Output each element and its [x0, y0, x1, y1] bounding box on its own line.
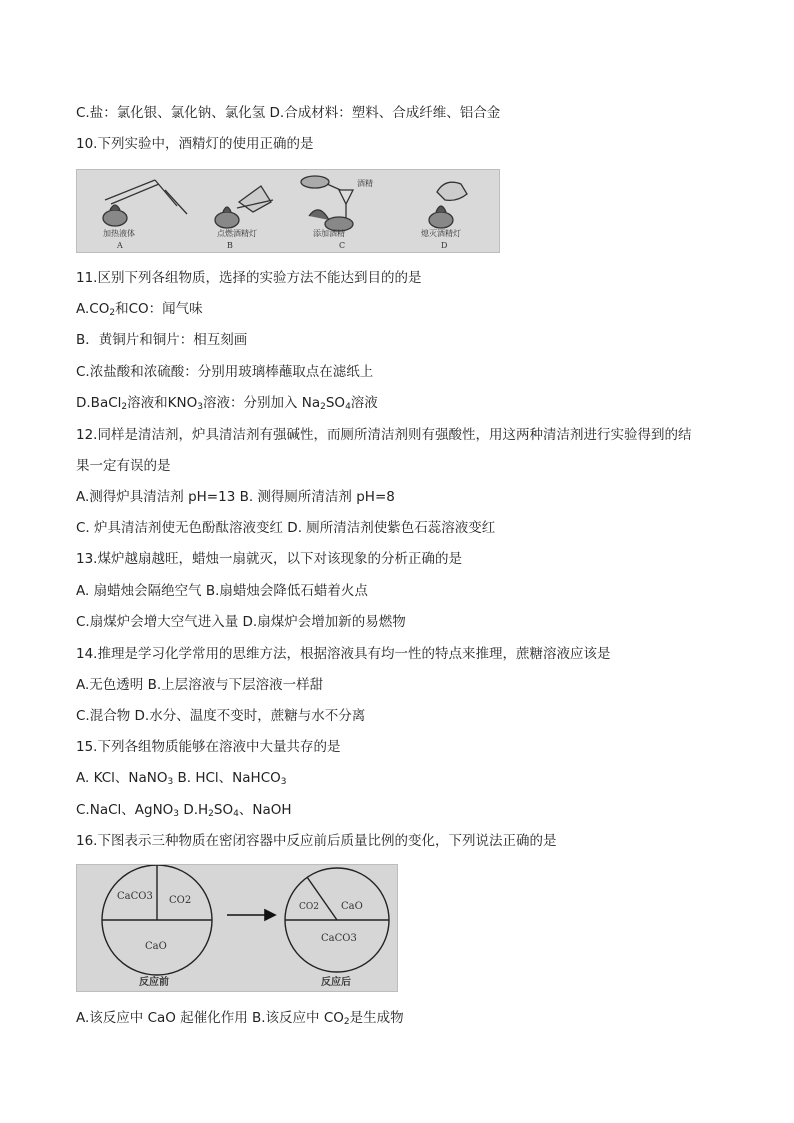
- line-c-d-options: C.盐：氯化银、氯化钠、氯化氢 D.合成材料：塑料、合成纤维、铝合金: [76, 105, 501, 121]
- letter-c: C: [339, 241, 346, 250]
- option-14ab: A.无色透明 B.上层溶液与下层溶液一样甜: [76, 677, 324, 693]
- caption-a: 加热液体: [103, 229, 135, 238]
- question-10: 10.下列实验中，酒精灯的使用正确的是: [76, 136, 314, 152]
- option-11b: B．黄铜片和铜片：相互刻画: [76, 332, 248, 348]
- question-11: 11.区别下列各组物质，选择的实验方法不能达到目的的是: [76, 270, 422, 286]
- before-label-caco3: CaCO3: [117, 891, 153, 902]
- option-13ab: A. 扇蜡烛会隔绝空气 B.扇蜡烛会降低石蜡着火点: [76, 583, 368, 599]
- option-13cd: C.扇煤炉会增大空气进入量 D.扇煤炉会增加新的易燃物: [76, 614, 406, 630]
- letter-a: A: [117, 241, 123, 250]
- reaction-arrow: [227, 910, 275, 920]
- option-11d: D.BaCl$_2$溶液和$KNO_3$溶液：分别加入 $Na_2SO_4$溶液: [76, 395, 378, 412]
- figure-b-lighting-lamp: [215, 186, 273, 228]
- figure-c-adding-alcohol: [301, 176, 373, 231]
- question-14: 14.推理是学习化学常用的思维方法，根据溶液具有均一性的特点来推理，蔗糖溶液应该是: [76, 646, 611, 662]
- option-11c: C.浓盐酸和浓硫酸：分别用玻璃棒蘸取点在滤纸上: [76, 364, 374, 380]
- pie-before: [102, 865, 212, 975]
- caption-c: 添加酒精: [313, 229, 345, 238]
- figure-d-extinguishing: [429, 182, 467, 228]
- letter-b: B: [227, 241, 233, 250]
- figure-q10-alcohol-lamp: [76, 169, 500, 253]
- before-label-co2: CO2: [169, 895, 192, 906]
- figure-q16-pie-diagram: [76, 864, 398, 992]
- option-12ab: A.测得炉具清洁剂 pH=13 B. 测得厕所清洁剂 pH=8: [76, 489, 395, 505]
- option-14cd: C.混合物 D.水分、温度不变时，蔗糖与水不分离: [76, 708, 366, 724]
- question-12-cont: 果一定有误的是: [76, 458, 171, 474]
- question-13: 13.煤炉越扇越旺，蜡烛一扇就灭，以下对该现象的分析正确的是: [76, 551, 462, 567]
- before-label-cao: CaO: [145, 941, 167, 952]
- caption-d: 熄灭酒精灯: [421, 229, 461, 238]
- option-15ab: A. KCl、NaNO$_3$ B. HCl、NaHCO$_3$: [76, 770, 287, 787]
- pie-after: [285, 868, 389, 972]
- after-label-cao: CaO: [341, 901, 363, 912]
- caption-after: 反应后: [321, 977, 351, 988]
- option-15cd: C.NaCl、AgNO$_3$ $D.H_2SO_4$、NaOH: [76, 802, 292, 819]
- question-16: 16.下图表示三种物质在密闭容器中反应前后质量比例的变化，下列说法正确的是: [76, 833, 557, 849]
- option-16ab: A.该反应中 CaO 起催化作用 B.该反应中 $CO_2$是生成物: [76, 1010, 404, 1027]
- caption-before: 反应前: [139, 977, 169, 988]
- caption-b: 点燃酒精灯: [217, 229, 257, 238]
- letter-d: D: [441, 241, 448, 250]
- figure-a-heating-liquid: [103, 180, 187, 226]
- after-label-co2: CO2: [299, 902, 319, 912]
- after-label-caco3: CaCO3: [321, 933, 357, 944]
- option-11a: $A.CO_2$和CO：闻气味: [76, 301, 203, 318]
- option-12cd: C. 炉具清洁剂使无色酚酞溶液变红 D. 厕所清洁剂使紫色石蕊溶液变红: [76, 520, 496, 536]
- question-15: 15.下列各组物质能够在溶液中大量共存的是: [76, 739, 341, 755]
- question-12: 12.同样是清洁剂，炉具清洁剂有强碱性，而厕所清洁剂则有强酸性，用这两种清洁剂进行实验得到的结: [76, 427, 692, 443]
- label-alcohol: 酒精: [357, 179, 373, 188]
